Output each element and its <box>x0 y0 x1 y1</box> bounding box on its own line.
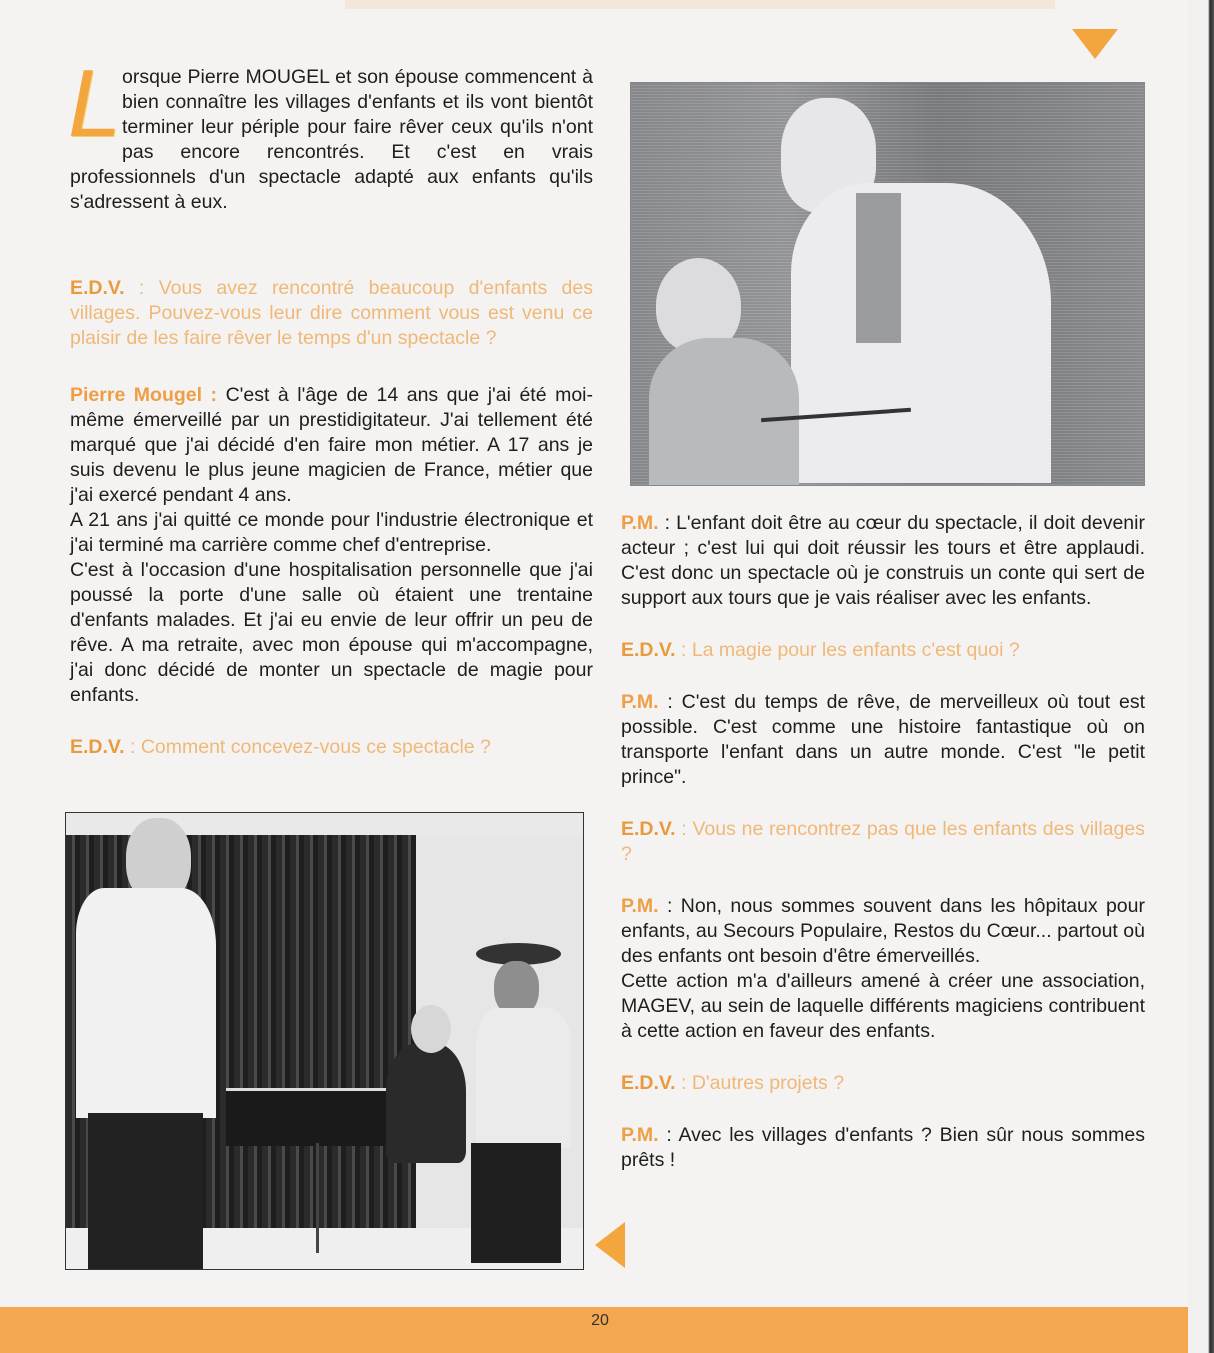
answer-1-p1 <box>70 383 593 508</box>
child-body <box>649 338 799 486</box>
question-5: E.D.V. : D'autres projets ? <box>621 1072 845 1094</box>
answer-1-p2: A 21 ans j'ai quitté ce monde pour l'industrie électronique et j'ai terminé ma carrière comme chef d'entreprise. <box>70 509 593 556</box>
answer-3: P.M. : C'est du temps de rêve, de merveilleux où tout est possible. C'est comme une histoire fantastique où on transporte l'enfant dans un autre monde. C'est "le petit prince". <box>621 691 1145 788</box>
speaker-label: E.D.V. <box>70 277 125 299</box>
question-text: Vous ne rencontrez pas que les enfants des villages ? <box>621 818 1145 865</box>
boy-trousers <box>471 1143 561 1263</box>
answer-text: C'est à l'âge de 14 ans que j'ai été moi-même émerveillé par un prestidigitateur. J'ai tellement été marqué que j'ai décidé d'en faire mon métier. A 17 ans je suis devenu le plus jeune magicien de France, métier que j'ai exercé pendant 4 ans. <box>70 384 593 506</box>
drop-cap: L <box>68 50 122 157</box>
table-stand <box>316 1143 319 1253</box>
speaker-label: E.D.V. <box>70 736 125 758</box>
speaker-label: P.M. <box>621 691 659 713</box>
photo-magician-show-with-boy-in-hat <box>65 812 584 1270</box>
speaker-label: P.M. <box>621 895 659 917</box>
page-number: 20 <box>591 1312 609 1329</box>
answer-text: C'est du temps de rêve, de merveilleux où tout est possible. C'est comme une histoire fantastique où on transporte l'enfant dans un autre monde. C'est "le petit prince". <box>621 691 1145 788</box>
magician-trousers <box>88 1113 203 1269</box>
question-4: E.D.V. : Vous ne rencontrez pas que les enfants des villages ? <box>621 818 1145 865</box>
question-2: E.D.V. : Comment concevez-vous ce spectacle ? <box>70 736 491 758</box>
answer-4-p1: P.M. : Non, nous sommes souvent dans les hôpitaux pour enfants, au Secours Populaire, Restos du Cœur... partout où des enfants ont besoin d'être émerveillés. <box>621 895 1145 967</box>
triangle-down-icon[interactable] <box>1072 29 1118 59</box>
question-text: Comment concevez-vous ce spectacle ? <box>140 736 491 758</box>
intro-paragraph <box>68 50 593 215</box>
question-text: La magie pour les enfants c'est quoi ? <box>691 639 1020 661</box>
answer-2: P.M. : L'enfant doit être au cœur du spectacle, il doit devenir acteur ; c'est lui qui doit réussir les tours et être applaudi. C'est donc un spectacle où je construis un conte qui sert de support aux tours que je vais réaliser avec les enfants. <box>621 512 1145 609</box>
question-text: D'autres projets ? <box>691 1072 845 1094</box>
question-3: E.D.V. : La magie pour les enfants c'est quoi ? <box>621 639 1020 661</box>
speaker-label: P.M. <box>621 512 659 534</box>
right-column <box>621 511 1145 1173</box>
answer-4-p2: Cette action m'a d'ailleurs amené à créer une association, MAGEV, au sein de laquelle différents magiciens contribuent à cette action en faveur des enfants. <box>621 970 1145 1042</box>
intro-text: orsque Pierre MOUGEL et son épouse commencent à bien connaître les villages d'enfants et ils vont bientôt terminer leur périple pour faire rêver ceux qu'ils n'ont pas encore rencontrés. Et c'est en vrais professionnels d'un spectacle adapté aux enfants qu'ils s'adressent à eux. <box>70 66 593 213</box>
speaker-label: E.D.V. <box>621 1072 676 1094</box>
answer-text: L'enfant doit être au cœur du spectacle, il doit devenir acteur ; c'est lui qui doit réussir les tours et être applaudi. C'est donc un spectacle où je construis un conte qui sert de support aux tours que je vais réaliser avec les enfants. <box>621 512 1145 609</box>
photo-magician-with-child <box>630 82 1145 486</box>
woman-head <box>411 1005 451 1053</box>
page-edge-shadow <box>1188 0 1214 1353</box>
woman-seated <box>386 1043 466 1163</box>
triangle-left-icon[interactable] <box>595 1222 625 1268</box>
answer-1-p3: C'est à l'occasion d'une hospitalisation personnelle que j'ai poussé la porte d'une salle où étaient une trentaine d'enfants malades. Et j'ai eu envie de leur offrir un peu de rêve. A ma retraite, avec mon épouse qui m'accompagne, j'ai donc décidé de monter un spectacle de magie pour enfants. <box>70 559 593 706</box>
magician-shirt <box>856 193 901 343</box>
left-column <box>68 50 593 760</box>
speaker-label: Pierre Mougel : <box>70 384 218 406</box>
question-1: E.D.V. : Vous avez rencontré beaucoup d'enfants des villages. Pouvez-vous leur dire comment vous est venu ce plaisir de les faire rêver le temps d'un spectacle ? <box>70 277 593 349</box>
magician-jacket <box>76 888 216 1118</box>
answer-5: P.M. : Avec les villages d'enfants ? Bien sûr nous sommes prêts ! <box>621 1124 1145 1171</box>
speaker-label: P.M. <box>621 1124 659 1146</box>
top-color-band <box>345 0 1055 9</box>
answer-text: Avec les villages d'enfants ? Bien sûr nous sommes prêts ! <box>621 1124 1145 1171</box>
question-text: Vous avez rencontré beaucoup d'enfants des villages. Pouvez-vous leur dire comment vous est venu ce plaisir de les faire rêver le temps d'un spectacle ? <box>70 277 593 349</box>
boy-shirt <box>476 1008 571 1148</box>
magician-jacket <box>791 183 1051 483</box>
answer-text: Non, nous sommes souvent dans les hôpitaux pour enfants, au Secours Populaire, Restos du Cœur... partout où des enfants ont besoin d'être émerveillés. <box>621 895 1145 967</box>
speaker-label: E.D.V. <box>621 639 676 661</box>
speaker-label: E.D.V. <box>621 818 676 840</box>
